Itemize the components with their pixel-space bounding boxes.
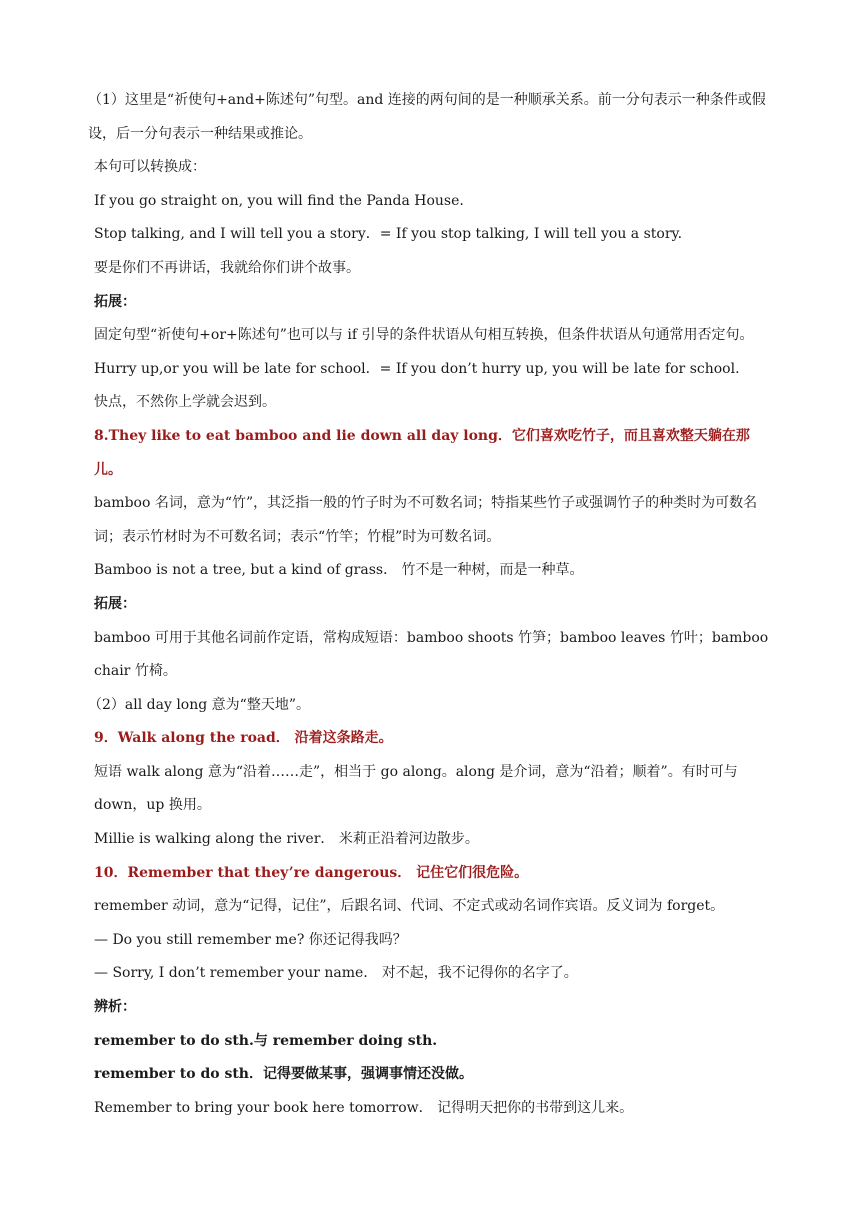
paragraph-walk-along: 短语 walk along 意为“沿着……走”，相当于 go along。along 是介词，意为“沿着；顺着”。有时可与 down，up 换用。: [94, 763, 738, 814]
example-sentence-panda-house: If you go straight on, you will find the Panda House.: [94, 192, 464, 209]
heading-distinction: 辨析：: [94, 999, 136, 1016]
heading-item-10: 10．Remember that they’re dangerous． 记住它们很危险。: [94, 864, 529, 881]
heading-extension-1: 拓展：: [94, 293, 136, 310]
heading-item-8: 8.They like to eat bamboo and lie down all day long．它们喜欢吃竹子，而且喜欢整天躺在那儿。: [94, 427, 750, 478]
paragraph-bamboo-phrases: bamboo 可用于其他名词前作定语，常构成短语：bamboo shoots 竹笋；bamboo leaves 竹叶；bamboo chair 竹椅。: [94, 629, 769, 680]
document-body: [88, 84, 774, 1125]
example-sentence-story: Stop talking, and I will tell you a story．= If you stop talking, I will tell you a story.: [94, 226, 683, 243]
paragraph-conversion-intro: 本句可以转换成：: [94, 159, 206, 176]
heading-item-9: 9．Walk along the road． 沿着这条路走。: [94, 730, 393, 747]
paragraph-imperative-or-pattern: 固定句型“祈使句+or+陈述句”也可以与 if 引导的条件状语从句相互转换，但条件状语从句通常用否定句。: [94, 327, 754, 344]
example-sentence-millie: Millie is walking along the river． 米莉正沿着河边散步。: [94, 831, 479, 848]
translation-story: 要是你们不再讲话，我就给你们讲个故事。: [94, 259, 360, 276]
translation-hurry-up: 快点，不然你上学就会迟到。: [94, 394, 276, 411]
subheading-remember-forms: remember to do sth.与 remember doing sth.: [94, 1032, 438, 1049]
subheading-remember-to-do: remember to do sth．记得要做某事，强调事情还没做。: [94, 1066, 473, 1083]
heading-extension-2: 拓展：: [94, 595, 136, 612]
paragraph-all-day-long: （2）all day long 意为“整天地”。: [88, 696, 310, 713]
example-sentence-hurry-up: Hurry up,or you will be late for school．= If you don’t hurry up, you will be late for school.: [94, 360, 740, 377]
dialogue-line-2: — Sorry, I don’t remember your name． 对不起，我不记得你的名字了。: [94, 965, 578, 982]
example-sentence-bamboo-grass: Bamboo is not a tree, but a kind of grass． 竹不是一种树，而是一种草。: [94, 562, 584, 579]
paragraph-imperative-and-pattern: （1）这里是“祈使句+and+陈述句”句型。and 连接的两句间的是一种顺承关系。前一分句表示一种条件或假设，后一分句表示一种结果或推论。: [88, 92, 766, 142]
paragraph-bamboo-noun: bamboo 名词，意为“竹”，其泛指一般的竹子时为不可数名词；特指某些竹子或强调竹子的种类时为可数名词；表示竹材时为不可数名词；表示“竹竿；竹棍”时为可数名词。: [94, 495, 758, 545]
paragraph-remember-verb: remember 动词，意为“记得，记住”，后跟名词、代词、不定式或动名词作宾语。反义词为 forget。: [94, 898, 725, 915]
dialogue-line-1: — Do you still remember me? 你还记得我吗？: [94, 931, 407, 948]
example-sentence-bring-book: Remember to bring your book here tomorrow． 记得明天把你的书带到这儿来。: [94, 1099, 634, 1116]
